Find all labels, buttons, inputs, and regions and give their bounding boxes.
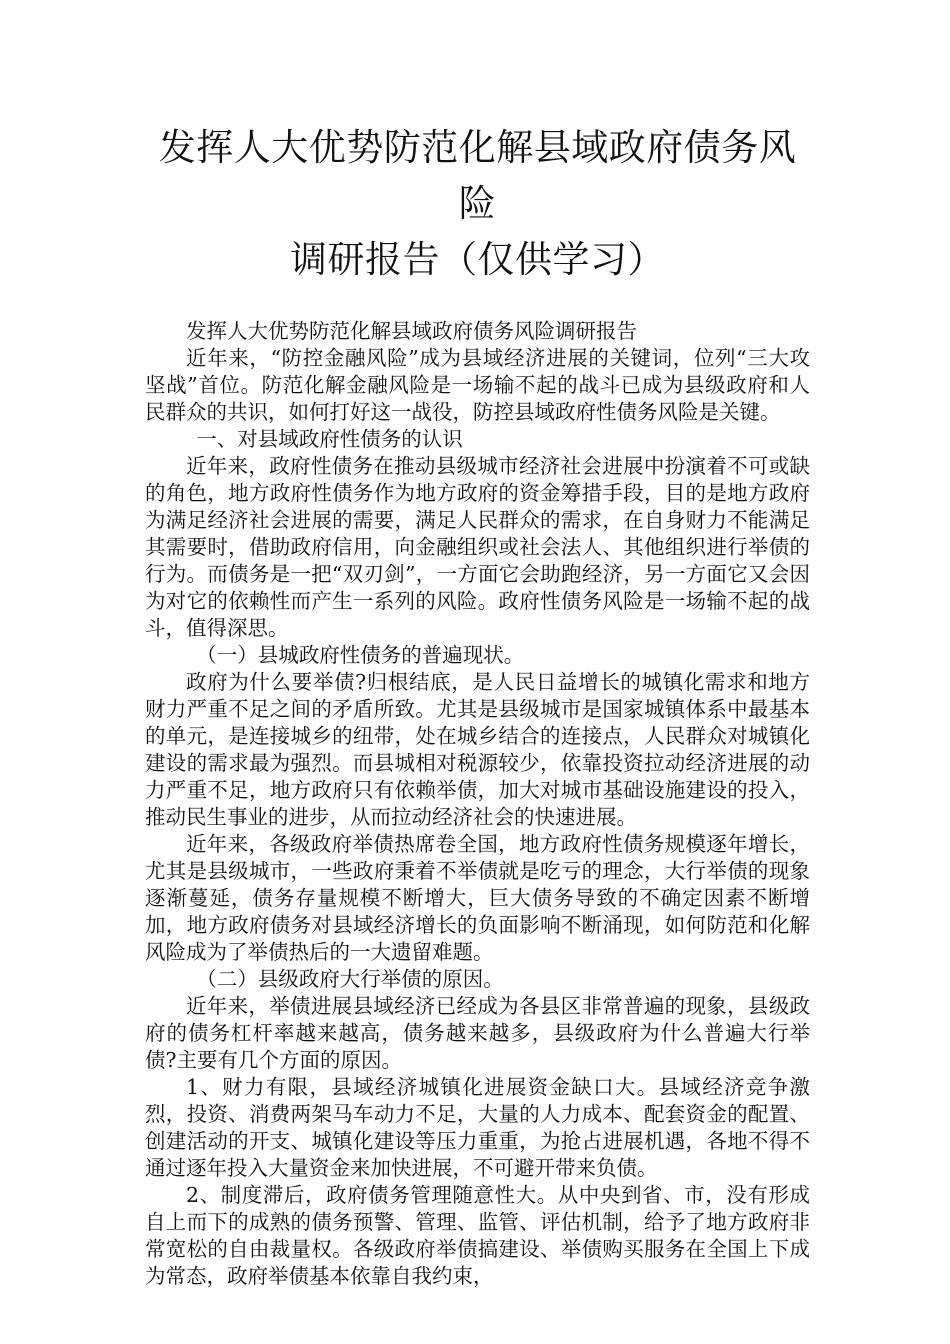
subsection-heading-2: （二）县级政府大行举债的原因。 xyxy=(196,967,504,991)
document-title xyxy=(145,120,810,288)
title-line-2: 调研报告（仅供学习） xyxy=(290,238,665,281)
paragraph-subtitle: 发挥人大优势防范化解县域政府债务风险调研报告 xyxy=(186,319,637,343)
paragraph: 政府为什么要举债?归根结底，是人民日益增长的城镇化需求和地方财力严重不足之间的矛盾所致。尤其是县级城市是国家城镇体系中最基本的单元，是连接城乡的纽带，处在城乡结合的连接点，人民群众对城镇化建设的需求最为强烈。而县城相对税源较少，依靠投资拉动经济进展的动力严重不足，地方政府只有依赖举债，加大对城市基础设施建设的投入，推动民生事业的进步，从而拉动经济社会的快速进展。 xyxy=(145,670,810,829)
title-line-1: 发挥人大优势防范化解县域政府债务风险 xyxy=(158,126,797,225)
subsection-heading-1: （一）县城政府性债务的普遍现状。 xyxy=(196,643,525,667)
paragraph: 近年来，政府性债务在推动县级城市经济社会进展中扮演着不可或缺的角色，地方政府性债务作为地方政府的资金筹措手段，目的是地方政府为满足经济社会进展的需要，满足人民群众的需求，在自身财力不能满足其需要时，借助政府信用，向金融组织或社会法人、其他组织进行举债的行为。而债务是一把“双刃剑”，一方面它会助跑经济，另一方面它又会因为对它的依赖性而产生一系列的风险。政府性债务风险是一场输不起的战斗，值得深思。 xyxy=(145,454,810,640)
paragraph-intro: 近年来，“防控金融风险”成为县域经济进展的关键词，位列“三大攻坚战”首位。防范化解金融风险是一场输不起的战斗已成为县级政府和人民群众的共识，如何打好这一战役，防控县域政府性债务风险是关键。 xyxy=(145,346,810,424)
paragraph: 近年来，各级政府举债热席卷全国，地方政府性债务规模逐年增长，尤其是县级城市，一些政府秉着不举债就是吃亏的理念，大行举债的现象逐渐蔓延，债务存量规模不断增大，巨大债务导致的不确定因素不断增加，地方政府债务对县域经济增长的负面影响不断涌现，如何防范和化解风险成为了举债热后的一大遗留难题。 xyxy=(145,832,810,964)
section-heading-1: 一、对县域政府性债务的认识 xyxy=(196,427,463,451)
paragraph: 1、财力有限，县域经济城镇化进展资金缺口大。县域经济竞争激烈，投资、消费两架马车动力不足，大量的人力成本、配套资金的配置、创建活动的开支、城镇化建设等压力重重，为抢占进展机遇，各地不得不通过逐年投入大量资金来加快进展，不可避开带来负债。 xyxy=(145,1075,810,1180)
paragraph: 近年来，举债进展县域经济已经成为各县区非常普遍的现象，县级政府的债务杠杆率越来越高，债务越来越多，县级政府为什么普遍大行举债?主要有几个方面的原因。 xyxy=(145,994,810,1072)
document-body xyxy=(145,318,810,1290)
paragraph: 2、制度滞后，政府债务管理随意性大。从中央到省、市，没有形成自上而下的成熟的债务预警、管理、监管、评估机制，给予了地方政府非常宽松的自由裁量权。各级政府举债搞建设、举债购买服务在全国上下成为常态，政府举债基本依靠自我约束， xyxy=(145,1183,810,1288)
